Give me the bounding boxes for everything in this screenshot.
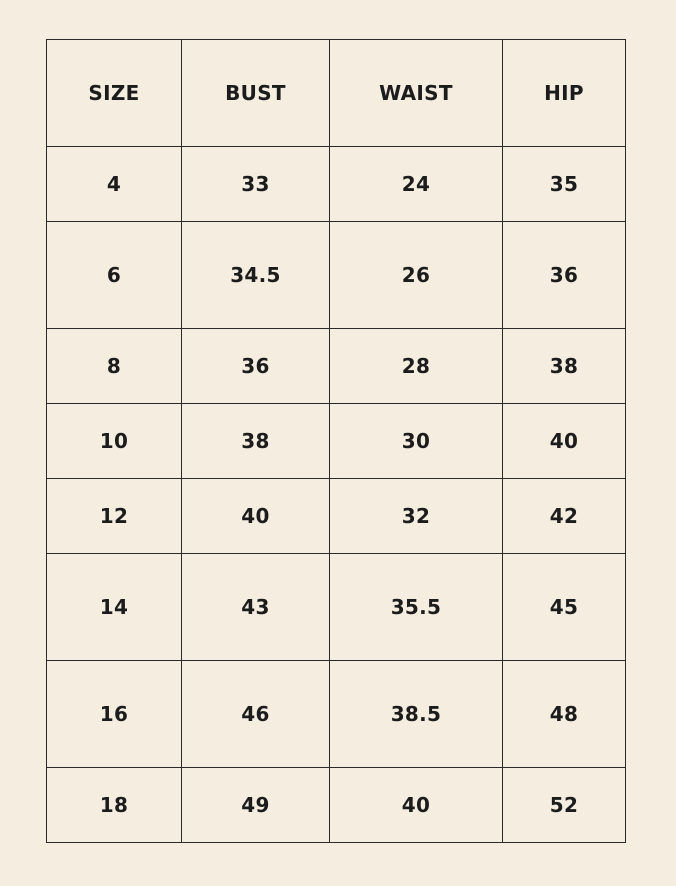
hip-cell: 40 xyxy=(503,404,626,479)
bust-cell: 43 xyxy=(182,554,330,661)
hip-cell: 45 xyxy=(503,554,626,661)
bust-cell: 49 xyxy=(182,768,330,843)
bust-cell: 33 xyxy=(182,147,330,222)
bust-cell: 34.5 xyxy=(182,222,330,329)
bust-cell: 40 xyxy=(182,479,330,554)
table-row xyxy=(47,661,626,768)
hip-cell: 36 xyxy=(503,222,626,329)
waist-cell: 28 xyxy=(330,329,503,404)
size-cell: 18 xyxy=(47,768,182,843)
header-bust: BUST xyxy=(182,40,330,147)
table-row xyxy=(47,329,626,404)
waist-cell: 32 xyxy=(330,479,503,554)
hip-cell: 48 xyxy=(503,661,626,768)
header-waist: WAIST xyxy=(330,40,503,147)
size-cell: 10 xyxy=(47,404,182,479)
size-cell: 16 xyxy=(47,661,182,768)
size-cell: 6 xyxy=(47,222,182,329)
waist-cell: 38.5 xyxy=(330,661,503,768)
table-row xyxy=(47,479,626,554)
hip-cell: 52 xyxy=(503,768,626,843)
bust-cell: 36 xyxy=(182,329,330,404)
table-row xyxy=(47,554,626,661)
header-hip: HIP xyxy=(503,40,626,147)
table-row xyxy=(47,404,626,479)
bust-cell: 38 xyxy=(182,404,330,479)
header-row xyxy=(47,40,626,147)
header-size: SIZE xyxy=(47,40,182,147)
hip-cell: 42 xyxy=(503,479,626,554)
size-cell: 8 xyxy=(47,329,182,404)
size-cell: 12 xyxy=(47,479,182,554)
table-row xyxy=(47,222,626,329)
waist-cell: 35.5 xyxy=(330,554,503,661)
size-cell: 4 xyxy=(47,147,182,222)
hip-cell: 38 xyxy=(503,329,626,404)
size-cell: 14 xyxy=(47,554,182,661)
size-chart-table xyxy=(46,39,626,843)
table-row xyxy=(47,147,626,222)
waist-cell: 26 xyxy=(330,222,503,329)
waist-cell: 30 xyxy=(330,404,503,479)
waist-cell: 40 xyxy=(330,768,503,843)
table-row xyxy=(47,768,626,843)
waist-cell: 24 xyxy=(330,147,503,222)
hip-cell: 35 xyxy=(503,147,626,222)
bust-cell: 46 xyxy=(182,661,330,768)
